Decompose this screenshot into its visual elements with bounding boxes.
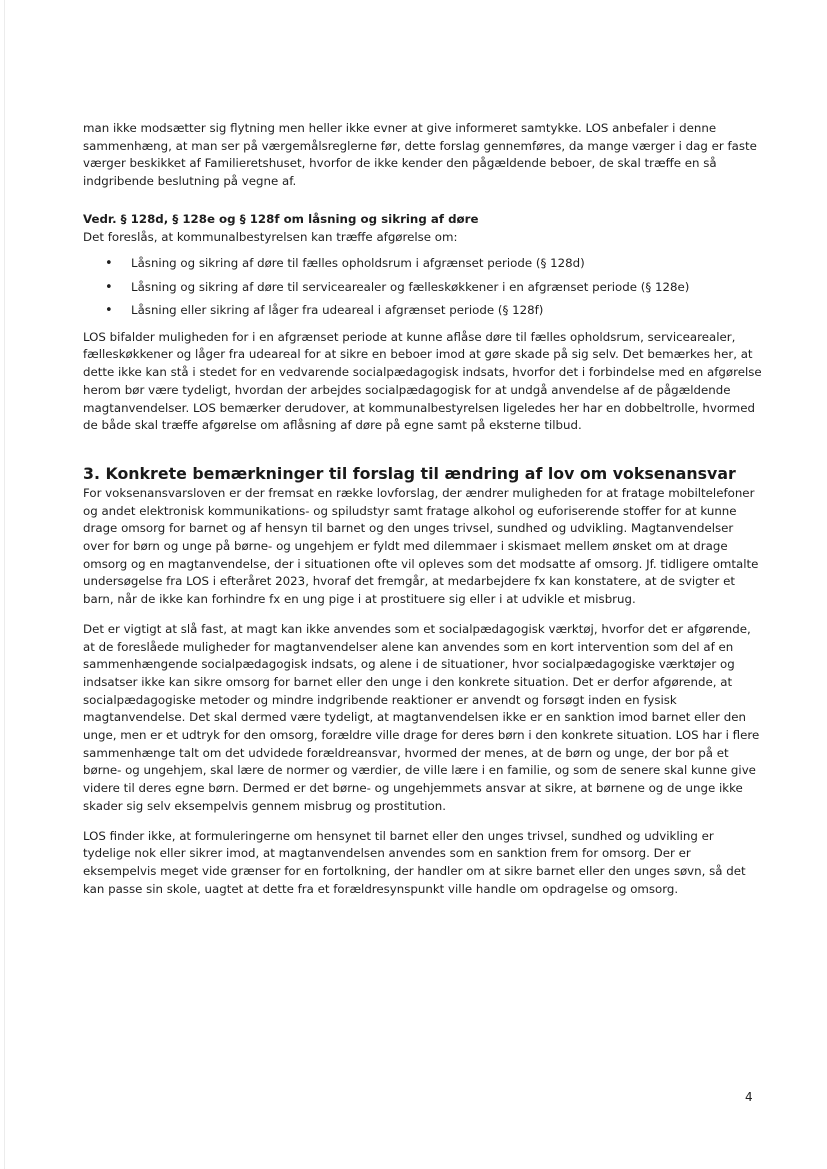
document-page	[83, 120, 763, 898]
list-item: • Låsning eller sikring af låger fra udeareal i afgrænset periode (§ 128f)	[83, 299, 763, 323]
section-locks-heading: Vedr. § 128d, § 128e og § 128f om låsning og sikring af døre	[83, 211, 479, 226]
section-locks-paragraph: LOS bifalder muligheden for i en afgrænset periode at kunne aflåse døre til fælles opholdsrum, servicearealer, fælleskøkkener og låger fra udeareal for at sikre en beboer imod at gøre skade på sig selv. Det bemærkes her, at dette ikke kan stå i stedet for en vedvarende socialpædagogisk indsats, hvorfor det i forbindelse med en afgørelse herom bør være tydeligt, hvordan der arbejdes socialpædagogisk for at undgå anvendelse af de pågældende magtanvendelser. LOS bemærker derudover, at kommunalbestyrelsen ligeledes her har en dobbeltrolle, hvormed de både skal træffe afgørelse om aflåsning af døre på egne samt på eksterne tilbud.	[83, 329, 762, 433]
section-3	[83, 463, 763, 898]
section-3-heading: 3. Konkrete bemærkninger til forslag til ændring af lov om voksenansvar	[83, 463, 736, 483]
section-3-paragraph-3: LOS finder ikke, at formuleringerne om hensynet til barnet eller den unges trivsel, sundhed og udvikling er tydelige nok eller sikrer imod, at magtanvendelsen anvendes som en sanktion frem for omsorg. Der er eksempelvis meget vide grænser for en fortolkning, der handler om at sikre barnet eller den unges søvn, så det kan passe sin skole, uagtet at dette fra et forældresynspunkt ville handle om opdragelse og omsorg.	[83, 828, 746, 896]
page-edge-line	[4, 0, 5, 1169]
list-item: • Låsning og sikring af døre til fælles opholdsrum i afgrænset periode (§ 128d)	[83, 252, 763, 276]
intro-paragraph: man ikke modsætter sig flytning men heller ikke evner at give informeret samtykke. LOS anbefaler i denne sammenhæng, at man ser på værgemålsreglerne før, dette forslag gennemføres, da mange værger i dag er faste værger beskikket af Familieretshuset, hvorfor de ikke kender den pågældende beboer, de skal træffe en så indgribende beslutning på vegne af.	[83, 121, 757, 189]
section-3-paragraph-1: For voksenansvarsloven er der fremsat en række lovforslag, der ændrer muligheden for at fratage mobiltelefoner og andet elektronisk kommunikations- og spiludstyr samt fratage alkohol og euforiserende stoffer for at kunne drage omsorg for barnet og af hensyn til barnet og den unges trivsel, sundhed og udvikling. Magtanvendelser over for børn og unge på børne- og ungehjem er fyldt med dilemmaer i skismaet mellem ønsket om at drage omsorg og en magtanvendelse, der i situationen ofte vil opleves som det modsatte af omsorg. Jf. tidligere omtalte undersøgelse fra LOS i efteråret 2023, hvoraf det fremgår, at medarbejdere fx kan konstatere, at de svigter et barn, når de ikke kan forhindre fx en ung pige i at prostituere sig eller i at udvikle et misbrug.	[83, 485, 759, 607]
list-item: • Låsning og sikring af døre til servicearealer og fælleskøkkener i en afgrænset periode (§ 128e)	[83, 276, 763, 300]
section-3-paragraph-2: Det er vigtigt at slå fast, at magt kan ikke anvendes som et socialpædagogisk værktøj, hvorfor det er afgørende, at de foreslåede muligheder for magtanvendelser alene kan anvendes som en kort intervention som del af en sammenhængende socialpædagogisk indsats, og alene i de situationer, hvor socialpædagogiske værktøjer og indsatser ikke kan sikre omsorg for barnet eller den unge i den konkrete situation. Det er derfor afgørende, at socialpædagogiske metoder og mindre indgribende reaktioner er anvendt og forsøgt inden en fysisk magtanvendelse. Det skal dermed være tydeligt, at magtanvendelsen ikke er en sanktion imod barnet eller den unge, men er et udtryk for den omsorg, forældre ville drage for deres børn i den konkrete situation. LOS har i flere sammenhænge talt om det udvidede forældreansvar, hvormed der menes, at de børn og unge, der bor på et børne- og ungehjem, skal lære de normer og værdier, de ville lære i en familie, og som de senere skal kunne give videre til deres egne børn. Dermed er det børne- og ungehjemmets ansvar at sikre, at børnene og de unge ikke skader sig selv eksempelvis gennem misbrug og prostitution.	[83, 621, 760, 813]
section-locks	[83, 211, 763, 435]
section-locks-bullet-list	[83, 252, 763, 323]
section-locks-lead: Det foreslås, at kommunalbestyrelsen kan træffe afgørelse om:	[83, 229, 458, 244]
page-number: 4	[745, 1090, 753, 1104]
